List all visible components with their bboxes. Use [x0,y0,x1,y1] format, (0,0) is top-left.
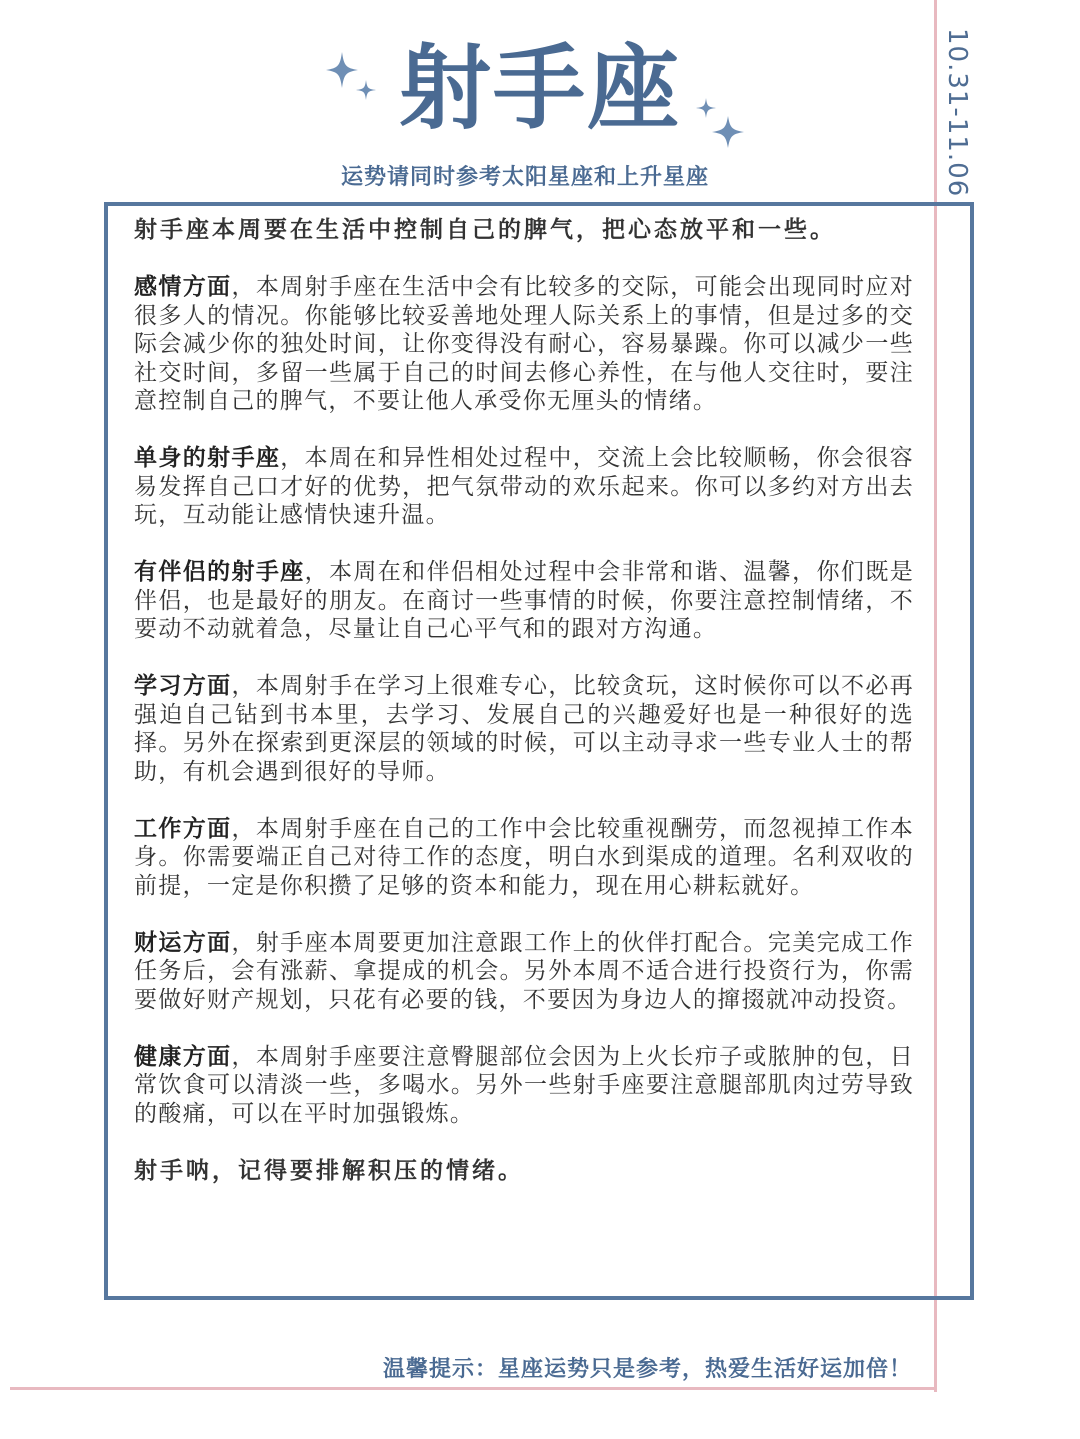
section-single [134,444,914,530]
page-title: 射手座 [398,35,681,142]
section-heading: 工作方面 [134,815,232,842]
section-text: ，本周射手座在生活中会有比较多的交际，可能会出现同时应对很多人的情况。你能够比较妥善地处理人际关系上的事情，但是过多的交际会减少你的独处时间，让你变得没有耐心，容易暴躁。你可以减少一些社交时间，多留一些属于自己的时间去修心养性，在与他人交往时，要注意控制自己的脾气，不要让他人承受你无厘头的情绪。 [134,274,914,414]
footer-tip: 温馨提示：星座运势只是参考，热爱生活好运加倍！ [382,1357,912,1382]
section-partnered [134,558,914,644]
section-text: ，本周在和伴侣相处过程中会非常和谐、温馨，你们既是伴侣，也是最好的朋友。在商讨一些事情的时候，你要注意控制情绪，不要动不动就着急，尽量让自己心平气和的跟对方沟通。 [134,559,914,642]
sparkle-icon-left [322,48,382,108]
section-heading: 感情方面 [134,274,232,300]
section-study [134,672,914,786]
horoscope-content [134,216,914,1214]
section-heading: 单身的射手座 [134,445,281,471]
section-text: ，本周射手在学习上很难专心，比较贪玩，这时候你可以不必再强迫自己钻到书本里，去学习、发展自己的兴趣爱好也是一种很好的选择。另外在探索到更深层的领域的时候，可以主动寻求一些专业人士的帮助，有机会遇到很好的导师。 [134,673,914,785]
intro-line: 射手座本周要在生活中控制自己的脾气，把心态放平和一些。 [134,217,836,243]
section-text: ，射手座本周要更加注意跟工作上的伙伴打配合。完美完成工作任务后，会有涨薪、拿提成的机会。另外本周不适合进行投资行为，你需要做好财产规划，只花有必要的钱，不要因为身边人的撺掇就冲动投资。 [134,929,914,1013]
section-wealth [134,929,914,1015]
section-heading: 有伴侣的射手座 [134,559,305,585]
section-heading: 健康方面 [134,1043,232,1070]
closing-line: 射手呐，记得要排解积压的情绪。 [134,1157,524,1184]
subtitle: 运势请同时参考太阳星座和上升星座 [340,165,709,190]
section-heading: 财运方面 [134,929,232,956]
date-range: 10.31-11.06 [942,28,972,198]
section-health [134,1043,914,1129]
section-heading: 学习方面 [134,673,232,699]
section-text: ，本周射手座要注意臀腿部位会因为上火长疖子或脓肿的包，日常饮食可以清淡一些，多喝水。另外一些射手座要注意腿部肌肉过劳导致的酸痛，可以在平时加强锻炼。 [134,1043,914,1127]
section-text: ，本周在和异性相处过程中，交流上会比较顺畅，你会很容易发挥自己口才好的优势，把气氛带动的欢乐起来。你可以多约对方出去玩，互动能让感情快速升温。 [134,445,914,528]
section-love [134,273,914,416]
section-work [134,815,914,901]
section-text: ，本周射手座在自己的工作中会比较重视酬劳，而忽视掉工作本身。你需要端正自己对待工作的态度，明白水到渠成的道理。名利双收的前提，一定是你积攒了足够的资本和能力，现在用心耕耘就好。 [134,815,914,899]
pink-horizontal-line [10,1387,937,1390]
